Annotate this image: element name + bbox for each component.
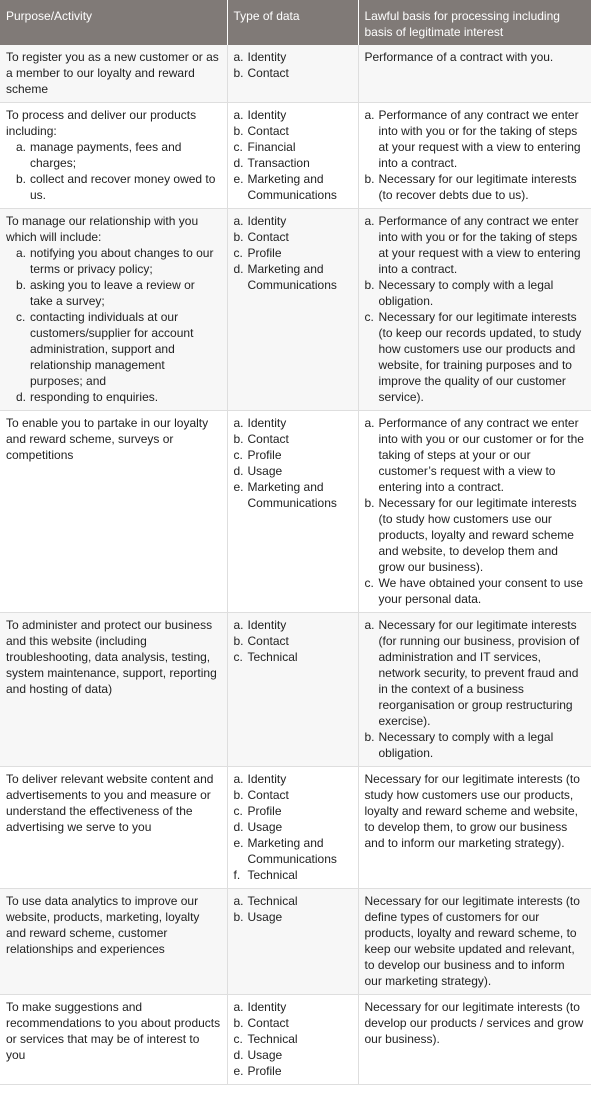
purpose-cell [0,411,227,613]
purpose-sub-item: b. asking you to leave a review or take a survey; [16,277,221,309]
type-of-data-cell [227,889,358,995]
lawful-basis-item: a. Performance of any contract we enter into with you or our customer or for the taking of steps at your or our customer’s request with a view to entering into a contract. [365,415,586,495]
data-type-item: e. Profile [234,1063,352,1079]
data-type-item: c. Financial [234,139,352,155]
purpose-sub-list [16,139,221,203]
lawful-basis-cell [358,209,591,411]
purpose-sub-item: d. responding to enquiries. [16,389,221,405]
type-of-data-cell [227,209,358,411]
data-type-item: e. Marketing and Communications [234,479,352,511]
purpose-cell [0,613,227,767]
lawful-basis-cell [358,995,591,1085]
data-type-item: a. Identity [234,771,352,787]
data-type-item: b. Contact [234,1015,352,1031]
data-type-list [234,107,352,203]
data-type-list [234,999,352,1079]
lawful-basis-list [365,415,586,607]
purpose-sub-item: c. contacting individuals at our customers/supplier for account administration, support and relationship management purposes; and [16,309,221,389]
table-header [0,0,591,45]
data-type-item: d. Marketing and Communications [234,261,352,293]
lawful-basis-list [365,617,586,761]
lawful-basis-item: b. Necessary to comply with a legal obligation. [365,729,586,761]
data-type-item: a. Identity [234,213,352,229]
data-type-item: a. Technical [234,893,352,909]
data-type-item: e. Marketing and Communications [234,835,352,867]
type-of-data-cell [227,995,358,1085]
header-purpose: Purpose/Activity [0,0,227,45]
data-type-item: b. Contact [234,123,352,139]
header-type-of-data: Type of data [227,0,358,45]
data-type-item: c. Profile [234,447,352,463]
purpose-sub-item: a. notifying you about changes to our terms or privacy policy; [16,245,221,277]
lawful-basis-cell [358,411,591,613]
data-type-item: b. Usage [234,909,352,925]
type-of-data-cell [227,411,358,613]
data-type-list [234,617,352,665]
purpose-cell [0,103,227,209]
data-type-item: a. Identity [234,107,352,123]
purpose-text: To manage our relationship with you which will include: [6,214,199,244]
lawful-basis-cell [358,613,591,767]
lawful-basis-item: b. Necessary for our legitimate interests (to study how customers use our products, loyalty and reward scheme and website, to develop them and grow our business). [365,495,586,575]
lawful-basis-text: Performance of a contract with you. [364,50,554,64]
data-type-item: c. Profile [234,245,352,261]
lawful-basis-cell [358,103,591,209]
table-row [0,889,591,995]
purpose-text: To use data analytics to improve our website, products, marketing, loyalty and reward scheme, customer relationships and experiences [6,894,200,956]
lawful-basis-item: b. Necessary for our legitimate interests (to recover debts due to us). [365,171,586,203]
type-of-data-cell [227,103,358,209]
lawful-basis-item: a. Performance of any contract we enter into with you or for the taking of steps at your request with a view to entering into a contract. [365,213,586,277]
table-body [0,45,591,1085]
data-type-item: b. Contact [234,431,352,447]
data-type-item: c. Profile [234,803,352,819]
lawful-basis-item: c. We have obtained your consent to use your personal data. [365,575,586,607]
table-row [0,995,591,1085]
data-type-item: d. Transaction [234,155,352,171]
purpose-text: To deliver relevant website content and advertisements to you and measure or understand the effectiveness of the advertising we serve to you [6,772,214,834]
purpose-sub-list [16,245,221,405]
data-type-item: a. Identity [234,617,352,633]
header-row [0,0,591,45]
purpose-sub-item: b. collect and recover money owed to us. [16,171,221,203]
table-row [0,411,591,613]
type-of-data-cell [227,613,358,767]
table-row [0,45,591,103]
lawful-basis-item: b. Necessary to comply with a legal obligation. [365,277,586,309]
table-row [0,613,591,767]
data-type-item: b. Contact [234,633,352,649]
table-row [0,209,591,411]
data-type-item: f. Technical [234,867,352,883]
purpose-cell [0,45,227,103]
data-type-list [234,893,352,925]
purpose-text: To make suggestions and recommendations to you about products or services that may be of interest to you [6,1000,221,1062]
table-row [0,767,591,889]
table-row [0,103,591,209]
header-lawful-basis: Lawful basis for processing including basis of legitimate interest [358,0,591,45]
data-type-item: d. Usage [234,819,352,835]
lawful-basis-cell [358,45,591,103]
purpose-sub-item: a. manage payments, fees and charges; [16,139,221,171]
lawful-basis-text: Necessary for our legitimate interests (to define types of customers for our products, loyalty and reward scheme, to keep our website updated and relevant, to develop our business and to inform our marketing strategy). [364,894,580,988]
data-type-item: c. Technical [234,1031,352,1047]
lawful-basis-cell [358,767,591,889]
data-type-item: a. Identity [234,415,352,431]
purpose-text: To administer and protect our business and this website (including troubleshooting, data analysis, testing, system maintenance, support, reporting and hosting of data) [6,618,217,696]
purpose-text: To process and deliver our products including: [6,108,197,138]
data-type-item: d. Usage [234,1047,352,1063]
data-type-list [234,415,352,511]
data-type-list [234,213,352,293]
data-type-item: c. Technical [234,649,352,665]
data-type-item: a. Identity [234,999,352,1015]
purpose-cell [0,209,227,411]
lawful-basis-item: a. Performance of any contract we enter into with you or for the taking of steps at your request with a view to entering into a contract. [365,107,586,171]
purpose-text: To enable you to partake in our loyalty and reward scheme, surveys or competitions [6,416,209,462]
lawful-basis-item: c. Necessary for our legitimate interests (to keep our records updated, to study how customers use our products and website, for training purposes and to improve the quality of our customer service). [365,309,586,405]
data-type-item: d. Usage [234,463,352,479]
lawful-basis-list [365,213,586,405]
lawful-basis-text: Necessary for our legitimate interests (to study how customers use our products, loyalty and reward scheme and website, to develop them, to grow our business and to inform our marketing strategy). [364,772,580,850]
type-of-data-cell [227,45,358,103]
lawful-basis-item: a. Necessary for our legitimate interests (for running our business, provision of administration and IT services, network security, to prevent fraud and in the context of a business reorganisation or group restructuring exercise). [365,617,586,729]
type-of-data-cell [227,767,358,889]
lawful-basis-text: Necessary for our legitimate interests (to develop our products / services and grow our business). [364,1000,584,1046]
data-type-list [234,49,352,81]
data-type-item: e. Marketing and Communications [234,171,352,203]
purpose-cell [0,889,227,995]
purpose-cell [0,767,227,889]
data-type-item: b. Contact [234,229,352,245]
purpose-cell [0,995,227,1085]
data-type-item: b. Contact [234,65,352,81]
lawful-basis-cell [358,889,591,995]
purpose-text: To register you as a new customer or as a member to our loyalty and reward scheme [6,50,219,96]
data-type-item: b. Contact [234,787,352,803]
data-type-list [234,771,352,883]
data-type-item: a. Identity [234,49,352,65]
lawful-basis-list [365,107,586,203]
